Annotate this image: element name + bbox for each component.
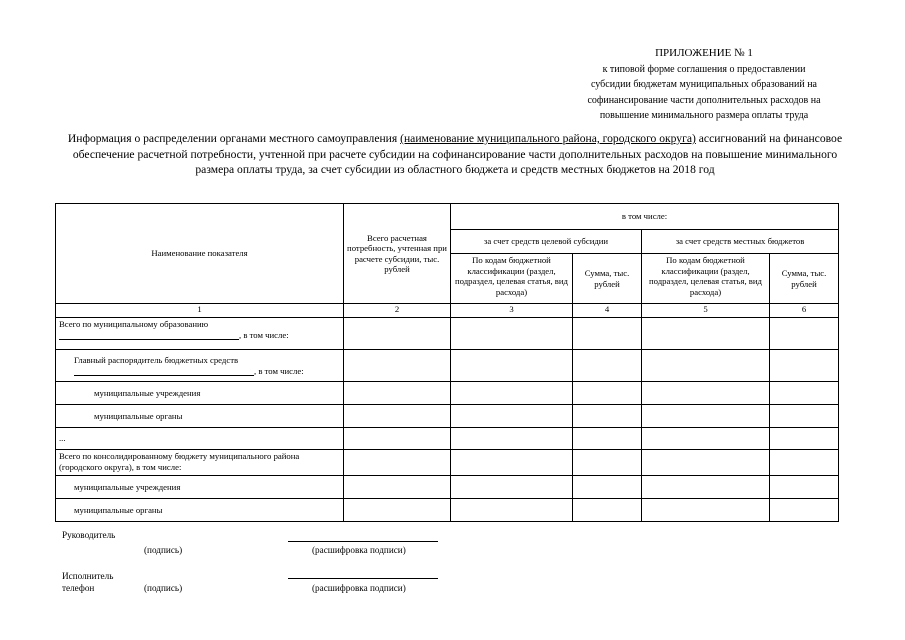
table-cell: [770, 450, 839, 476]
table-cell: [770, 499, 839, 522]
document-title: [60, 131, 850, 178]
table-cell: [451, 405, 573, 428]
table-cell: [573, 450, 642, 476]
table-cell: [770, 382, 839, 405]
appendix-title: ПРИЛОЖЕНИЕ № 1: [655, 47, 753, 59]
table-row: [56, 318, 839, 350]
table-cell: [770, 318, 839, 350]
table-cell: [642, 318, 770, 350]
header-codes-subsidy: По кодам бюджетной классификации (раздел, подраздел, целевая статья, вид расхода): [451, 254, 573, 304]
row-label-bodies: муниципальные органы: [56, 405, 344, 428]
table-row: [56, 499, 839, 522]
table-row: [56, 428, 839, 450]
table-cell: [770, 405, 839, 428]
appendix-block: [548, 46, 860, 124]
table-cell: [573, 350, 642, 382]
title-part-2: ассигнований на финансовое обеспечение расчетной потребности, учтенной при расчете субсидии на софинансирование части дополнительных расходов на повышение минимального размера оплаты труда, за счет субсидии из областного бюджета и средств местных бюджетов на 2018 год: [72, 132, 843, 177]
header-target-subsidy: за счет средств целевой субсидии: [451, 230, 642, 254]
table-cell: [451, 499, 573, 522]
table-row: [56, 350, 839, 382]
signature-line: [288, 541, 438, 542]
column-number: 5: [642, 304, 770, 318]
table-cell: [344, 405, 451, 428]
table-cell: [642, 499, 770, 522]
row-label-ellipsis: ...: [56, 428, 344, 450]
table-row: [56, 476, 839, 499]
table-cell: [344, 499, 451, 522]
table-cell: [344, 428, 451, 450]
table-cell: [642, 428, 770, 450]
row-label-institutions: муниципальные учреждения: [56, 476, 344, 499]
column-number: 4: [573, 304, 642, 318]
header-sum-local: Сумма, тыс. рублей: [770, 254, 839, 304]
executor-label: Исполнитель: [62, 571, 114, 581]
header-sum-subsidy: Сумма, тыс. рублей: [573, 254, 642, 304]
signature-line: [288, 578, 438, 579]
table-cell: [344, 350, 451, 382]
row-label-bodies: муниципальные органы: [56, 499, 344, 522]
table-cell: [573, 428, 642, 450]
decoding-caption: (расшифровка подписи): [312, 583, 406, 593]
table-cell: [344, 382, 451, 405]
table-cell: [642, 450, 770, 476]
column-number: 3: [451, 304, 573, 318]
decoding-caption: (расшифровка подписи): [312, 545, 406, 555]
table-cell: [573, 499, 642, 522]
table-cell: [344, 476, 451, 499]
blank-line: [59, 339, 239, 340]
table-cell: [770, 428, 839, 450]
column-number: 2: [344, 304, 451, 318]
table-cell: [770, 476, 839, 499]
header-including: в том числе:: [451, 204, 839, 230]
signature-caption: (подпись): [144, 583, 183, 593]
column-number: 1: [56, 304, 344, 318]
blank-line: [74, 375, 254, 376]
table-cell: [451, 450, 573, 476]
table-row: [56, 450, 839, 476]
title-part-1: Информация о распределении органами местного самоуправления: [67, 132, 401, 145]
appendix-line: софинансирование части дополнительных расходов на: [587, 94, 821, 106]
distribution-table: [55, 203, 839, 522]
column-number: 6: [770, 304, 839, 318]
table-cell: [344, 450, 451, 476]
header-indicator: Наименование показателя: [56, 204, 344, 304]
table-cell: [451, 382, 573, 405]
appendix-line: к типовой форме соглашения о предоставлении: [602, 63, 806, 75]
table-cell: [573, 318, 642, 350]
table-cell: [642, 382, 770, 405]
header-total-need: Всего расчетная потребность, учтенная при расчете субсидии, тыс. рублей: [344, 204, 451, 304]
row-label-consolidated-total: Всего по консолидированному бюджету муниципального района (городского округа), в том числе:: [56, 450, 344, 476]
appendix-line: субсидии бюджетам муниципальных образований на: [591, 79, 817, 91]
table-row: [56, 405, 839, 428]
table-cell: [451, 476, 573, 499]
table-row: [56, 382, 839, 405]
row-label-main-administrator: Главный распорядитель бюджетных средств , в том числе:: [56, 350, 344, 382]
row-label-municipality-total: Всего по муниципальному образованию , в том числе:: [56, 318, 344, 350]
table-cell: [344, 318, 451, 350]
table-cell: [642, 405, 770, 428]
table-cell: [573, 476, 642, 499]
table-cell: [451, 428, 573, 450]
signature-caption: (подпись): [144, 545, 183, 555]
header-codes-local: По кодам бюджетной классификации (раздел, подраздел, целевая статья, вид расхода): [642, 254, 770, 304]
title-municipality-placeholder: (наименование муниципального района, городского округа): [400, 132, 696, 145]
table-cell: [451, 318, 573, 350]
table-cell: [573, 382, 642, 405]
table-cell: [573, 405, 642, 428]
phone-label: телефон: [62, 583, 95, 593]
head-label: Руководитель: [62, 530, 116, 540]
table-cell: [451, 350, 573, 382]
table-cell: [642, 476, 770, 499]
table-cell: [770, 350, 839, 382]
header-local-budgets: за счет средств местных бюджетов: [642, 230, 839, 254]
appendix-line: повышение минимального размера оплаты труда: [599, 110, 809, 122]
row-label-institutions: муниципальные учреждения: [56, 382, 344, 405]
table-cell: [642, 350, 770, 382]
